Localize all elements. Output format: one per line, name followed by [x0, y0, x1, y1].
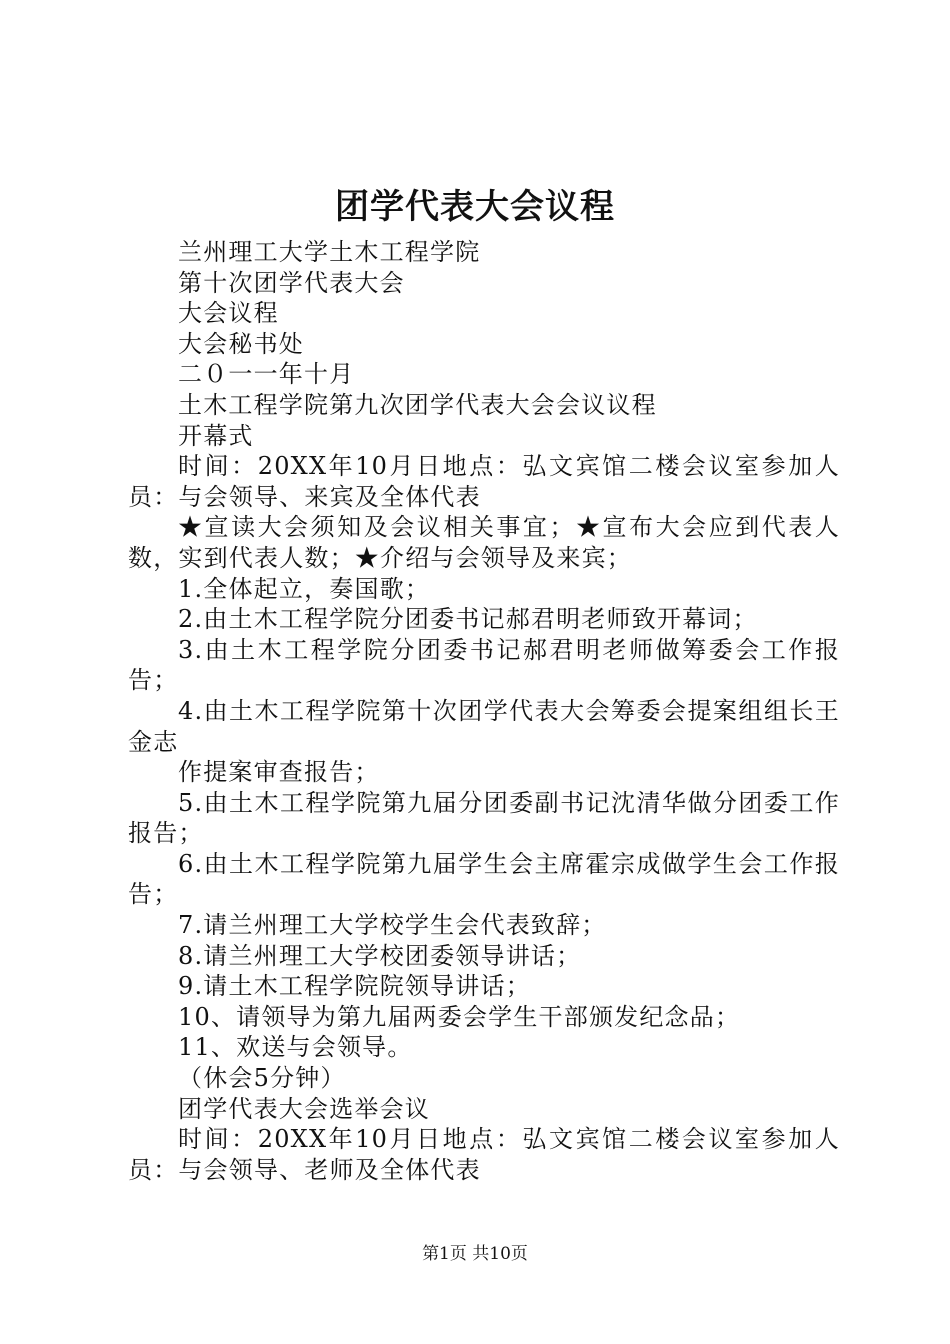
paragraph: 开幕式: [178, 421, 254, 450]
paragraph: 8.请兰州理工大学校团委领导讲话；: [178, 941, 582, 970]
paragraph: 9.请土木工程学院院领导讲话；: [178, 972, 531, 1001]
paragraph: 11、欢送与会领导。: [178, 1033, 413, 1062]
paragraph: 时间：20XX年10月日地点：弘文宾馆二楼会议室参加人员：与会领导、来宾及全体代表: [128, 452, 840, 511]
paragraph: 4.由土木工程学院第十次团学代表大会筹委会提案组组长王金志: [128, 696, 840, 756]
paragraph: 土木工程学院第九次团学代表大会会议议程: [178, 390, 657, 419]
page-footer: 第1页 共10页: [422, 1244, 528, 1264]
paragraph: 大会议程: [178, 299, 279, 328]
paragraph: 第十次团学代表大会: [178, 268, 405, 297]
paragraph: 时间：20XX年10月日地点：弘文宾馆二楼会议室参加人员：与会领导、老师及全体代表: [128, 1125, 840, 1184]
paragraph: 1.全体起立，奏国歌；: [178, 574, 431, 603]
paragraph: （休会5分钟）: [178, 1064, 346, 1093]
paragraph: 团学代表大会选举会议: [178, 1094, 430, 1123]
paragraph: 作提案审查报告；: [178, 758, 380, 787]
paragraph: 5.由土木工程学院第九届分团委副书记沈清华做分团委工作报告；: [128, 788, 840, 848]
document-body: [128, 237, 840, 1185]
paragraph: 兰州理工大学土木工程学院: [178, 238, 481, 266]
paragraph: 10、请领导为第九届两委会学生干部颁发纪念品；: [178, 1002, 741, 1031]
document-title: 团学代表大会议程: [335, 187, 615, 227]
paragraph: 大会秘书处: [178, 329, 304, 358]
paragraph: ★宣读大会须知及会议相关事宜；★宣布大会应到代表人数，实到代表人数；★介绍与会领导及来宾；: [128, 513, 840, 572]
paragraph: 7.请兰州理工大学校学生会代表致辞；: [178, 911, 607, 940]
paragraph: 二０一一年十月: [178, 360, 355, 389]
paragraph: 2.由土木工程学院分团委书记郝君明老师致开幕词；: [178, 605, 758, 634]
paragraph: 3.由土木工程学院分团委书记郝君明老师做筹委会工作报告；: [128, 635, 840, 695]
paragraph: 6.由土木工程学院第九届学生会主席霍宗成做学生会工作报告；: [128, 849, 840, 909]
